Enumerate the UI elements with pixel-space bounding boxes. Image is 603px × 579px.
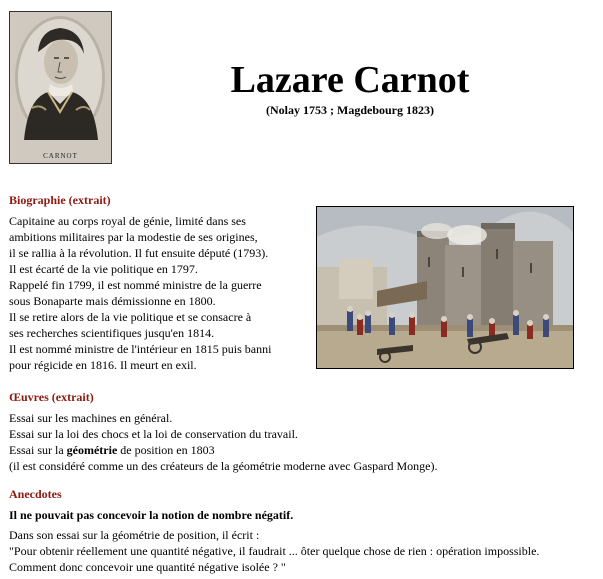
works-line3-prefix: Essai sur la: [9, 443, 67, 457]
page-title: Lazare Carnot: [230, 59, 470, 101]
works-heading: Œuvres (extrait): [9, 390, 94, 404]
works-line3-bold: géométrie: [66, 443, 118, 457]
works-text: [9, 410, 438, 474]
biography-text: [9, 213, 271, 373]
works-line: Essai sur la loi des chocs et la loi de conservation du travail.: [9, 427, 298, 441]
biography-line: il se rallia à la révolution. Il fut ensuite député (1793).: [9, 246, 269, 260]
biography-line: ses recherches scientifiques jusqu'en 1814.: [9, 326, 215, 340]
page-subtitle: (Nolay 1753 ; Magdebourg 1823): [266, 103, 434, 117]
anecdotes-heading: Anecdotes: [9, 487, 62, 501]
biography-line: Il est écarté de la vie politique en 1797.: [9, 262, 198, 276]
biography-line: pour régicide en 1816. Il meurt en exil.: [9, 358, 197, 372]
bastille-scene: [317, 207, 573, 368]
portrait-engraving: [10, 12, 111, 163]
biography-line: Il est nommé ministre de l'intérieur en 1815 puis banni: [9, 342, 272, 356]
anecdote-bold-line: Il ne pouvait pas concevoir la notion de nombre négatif.: [9, 508, 294, 522]
portrait-caption: CARNOT: [43, 152, 78, 160]
biography-line: sous Bonaparte mais démissionne en 1800.: [9, 294, 216, 308]
anecdote-line: "Pour obtenir réellement une quantité négative, il faudrait ... ôter quelque chose de rien : opération impossible.: [9, 544, 540, 558]
bastille-illustration: [316, 206, 574, 369]
works-line: [9, 442, 438, 458]
biography-line: ambitions militaires par la modestie de ses origines,: [9, 230, 258, 244]
biography-line: Capitaine au corps royal de génie, limité dans ses: [9, 214, 246, 228]
portrait-image: [9, 11, 112, 164]
biography-heading: Biographie (extrait): [9, 193, 111, 207]
works-line: (il est considéré comme un des créateurs de la géométrie moderne avec Gaspard Monge).: [9, 459, 438, 473]
anecdote-line: Dans son essai sur la géométrie de position, il écrit :: [9, 528, 260, 542]
anecdote-line: Comment donc concevoir une quantité négative isolée ? ": [9, 560, 286, 574]
anecdotes-text: [9, 527, 539, 575]
works-line3-suffix: de position en 1803: [117, 443, 215, 457]
works-line: Essai sur les machines en général.: [9, 411, 173, 425]
biography-line: Rappelé fin 1799, il est nommé ministre de la guerre: [9, 278, 262, 292]
biography-line: Il se retire alors de la vie politique et se consacre à: [9, 310, 252, 324]
